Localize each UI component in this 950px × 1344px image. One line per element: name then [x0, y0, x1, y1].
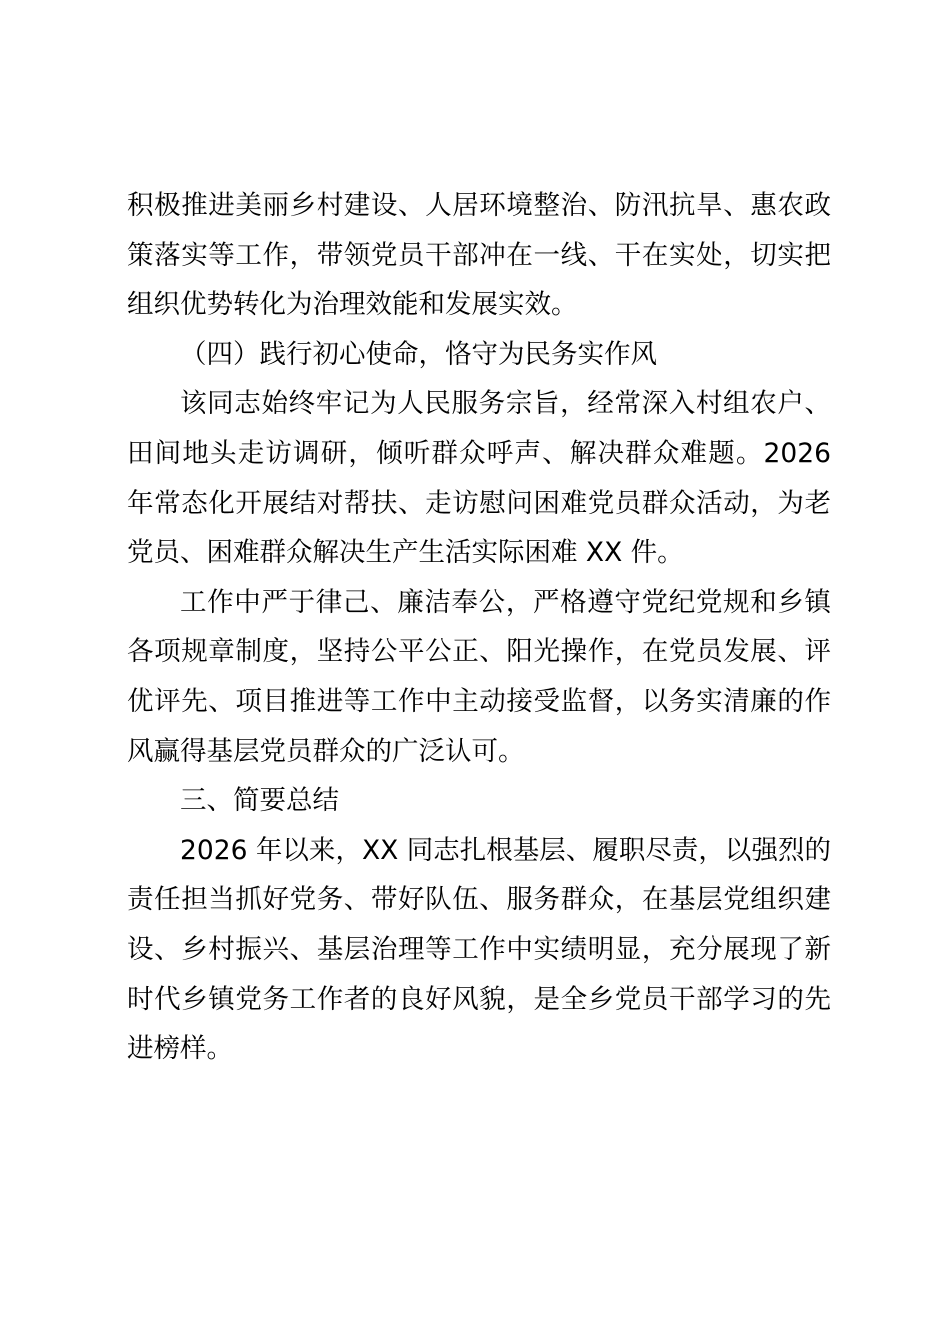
paragraph-continued: 积极推进美丽乡村建设、人居环境整治、防汛抗旱、惠农政策落实等工作，带领党员干部冲在一线、干在实处，切实把组织优势转化为治理效能和发展实效。: [127, 190, 831, 321]
paragraph-summary: 2026 年以来，XX 同志扎根基层、履职尽责，以强烈的责任担当抓好党务、带好队伍、服务群众，在基层党组织建设、乡村振兴、基层治理等工作中实绩明显，充分展现了新时代乡镇党务工作者的良好风貌，是全乡党员干部学习的先进榜样。: [127, 834, 831, 1065]
document-page: [127, 181, 831, 1074]
paragraph-serve-people: 该同志始终牢记为人民服务宗旨，经常深入村组农户、田间地头走访调研，倾听群众呼声、解决群众难题。2026 年常态化开展结对帮扶、走访慰问困难党员群众活动，为老党员、困难群众解决生产生活实际困难 XX 件。: [127, 388, 831, 569]
subheading-practice-mission: （四）践行初心使命，恪守为民务实作风: [180, 338, 657, 370]
paragraph-integrity: 工作中严于律己、廉洁奉公，严格遵守党纪党规和乡镇各项规章制度，坚持公平公正、阳光操作，在党员发展、评优评先、项目推进等工作中主动接受监督，以务实清廉的作风赢得基层党员群众的广泛认可。: [127, 586, 831, 767]
section-heading-summary: 三、简要总结: [180, 785, 339, 817]
